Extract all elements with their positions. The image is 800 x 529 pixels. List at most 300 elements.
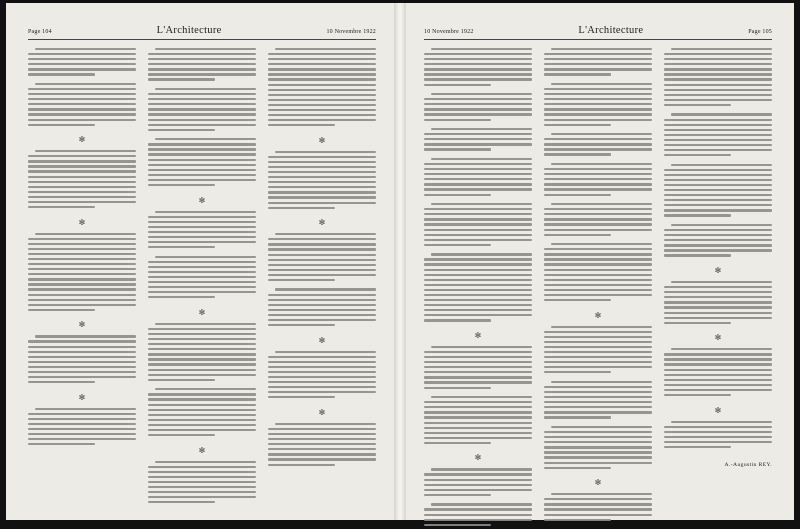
text-line-placeholder [424,371,532,373]
text-line-placeholder [155,211,256,213]
text-line-placeholder [664,169,772,171]
text-line-placeholder [424,244,491,246]
text-line-placeholder [664,68,772,70]
right-page-date: 10 Novembre 1922 [424,29,474,35]
text-line-placeholder [268,433,376,435]
text-line-placeholder [268,324,335,326]
text-line-placeholder [148,129,215,131]
text-line-placeholder [424,73,532,75]
text-line-placeholder [544,88,652,90]
text-line-placeholder [268,304,376,306]
text-line-placeholder [544,416,611,418]
text-line-placeholder [28,413,136,415]
text-line-placeholder [544,113,652,115]
text-line-placeholder [424,98,532,100]
text-line-placeholder [424,143,532,145]
text-line-placeholder [664,389,772,391]
text-line-placeholder [664,446,731,448]
paragraph-placeholder [544,163,652,199]
text-line-placeholder [268,264,376,266]
text-line-placeholder [664,234,772,236]
text-line-placeholder [268,248,376,250]
text-line-placeholder [155,48,256,50]
paragraph-placeholder [148,461,256,507]
text-line-placeholder [551,493,652,495]
text-line-placeholder [544,148,652,150]
right-page-journal-title: L'Architecture [578,25,644,36]
text-line-placeholder [424,508,532,510]
text-line-placeholder [551,163,652,165]
text-line-placeholder [148,338,256,340]
text-line-placeholder [544,498,652,500]
section-break-star: ✻ [198,195,206,205]
text-line-placeholder [148,179,256,181]
paragraph-placeholder [268,288,376,329]
right-column-2 [544,48,652,510]
text-line-placeholder [268,109,376,111]
text-line-placeholder [28,170,136,172]
text-line-placeholder [544,401,652,403]
text-line-placeholder [424,53,532,55]
text-line-placeholder [664,53,772,55]
text-line-placeholder [671,48,772,50]
text-line-placeholder [268,99,376,101]
text-line-placeholder [664,426,772,428]
text-line-placeholder [544,294,652,296]
text-line-placeholder [268,161,376,163]
text-line-placeholder [671,421,772,423]
text-line-placeholder [424,133,532,135]
text-line-placeholder [424,119,491,121]
text-line-placeholder [664,63,772,65]
text-line-placeholder [268,366,376,368]
paragraph-placeholder [148,211,256,252]
text-line-placeholder [664,358,772,360]
text-line-placeholder [544,234,611,236]
paragraph-placeholder [664,348,772,399]
text-line-placeholder [664,174,772,176]
text-line-placeholder [28,248,136,250]
text-line-placeholder [148,153,256,155]
text-line-placeholder [424,309,532,311]
text-line-placeholder [268,186,376,188]
paragraph-placeholder [544,83,652,129]
text-line-placeholder [664,286,772,288]
text-line-placeholder [664,154,731,156]
text-line-placeholder [424,519,532,521]
text-line-placeholder [155,323,256,325]
text-line-placeholder [28,201,136,203]
text-line-placeholder [431,203,532,205]
text-line-placeholder [424,294,532,296]
text-line-placeholder [544,178,652,180]
text-line-placeholder [28,68,136,70]
text-line-placeholder [544,386,652,388]
text-line-placeholder [431,128,532,130]
text-line-placeholder [664,229,772,231]
text-line-placeholder [544,519,611,521]
text-line-placeholder [268,458,376,460]
paragraph-placeholder [424,128,532,153]
text-line-placeholder [148,271,256,273]
text-line-placeholder [28,165,136,167]
text-line-placeholder [148,398,256,400]
right-page-columns [424,48,772,510]
text-line-placeholder [424,103,532,105]
text-line-placeholder [551,243,652,245]
paragraph-placeholder [28,48,136,78]
text-line-placeholder [544,119,652,121]
text-line-placeholder [544,284,652,286]
text-line-placeholder [35,335,136,337]
text-line-placeholder [544,279,652,281]
text-line-placeholder [664,394,731,396]
section-break-star: ✻ [714,333,722,343]
text-line-placeholder [664,254,731,256]
text-line-placeholder [544,351,652,353]
text-line-placeholder [268,207,335,209]
paragraph-placeholder [424,48,532,89]
text-line-placeholder [268,84,376,86]
right-column-1 [424,48,532,510]
text-line-placeholder [544,336,652,338]
text-line-placeholder [544,396,652,398]
text-line-placeholder [28,423,136,425]
text-line-placeholder [544,68,652,70]
paragraph-placeholder [424,203,532,249]
left-column-3 [268,48,376,510]
text-line-placeholder [28,268,136,270]
text-line-placeholder [424,484,532,486]
text-line-placeholder [424,514,532,516]
text-line-placeholder [544,218,652,220]
section-break-star: ✻ [78,320,86,330]
text-line-placeholder [268,119,376,121]
text-line-placeholder [664,363,772,365]
text-line-placeholder [664,104,731,106]
text-line-placeholder [148,58,256,60]
text-line-placeholder [148,374,256,376]
text-line-placeholder [431,503,532,505]
text-line-placeholder [424,178,532,180]
paragraph-placeholder [664,281,772,327]
text-line-placeholder [424,229,532,231]
text-line-placeholder [544,467,611,469]
text-line-placeholder [544,462,652,464]
text-line-placeholder [544,411,652,413]
text-line-placeholder [424,208,532,210]
text-line-placeholder [148,466,256,468]
text-line-placeholder [544,188,652,190]
section-break-star: ✻ [198,307,206,317]
section-break-star: ✻ [318,218,326,228]
text-line-placeholder [28,433,136,435]
paragraph-placeholder [544,243,652,304]
text-line-placeholder [424,381,532,383]
text-line-placeholder [35,48,136,50]
text-line-placeholder [544,361,652,363]
text-line-placeholder [268,391,376,393]
text-line-placeholder [28,309,95,311]
text-line-placeholder [424,58,532,60]
text-line-placeholder [664,317,772,319]
text-line-placeholder [544,229,652,231]
text-line-placeholder [544,98,652,100]
text-line-placeholder [148,476,256,478]
text-line-placeholder [35,83,136,85]
text-line-placeholder [28,340,136,342]
text-line-placeholder [28,361,136,363]
text-line-placeholder [268,376,376,378]
paragraph-placeholder [268,233,376,284]
text-line-placeholder [544,124,611,126]
text-line-placeholder [148,363,256,365]
text-line-placeholder [544,143,652,145]
text-line-placeholder [268,166,376,168]
text-line-placeholder [544,371,611,373]
text-line-placeholder [148,409,256,411]
text-line-placeholder [664,94,772,96]
text-line-placeholder [155,88,256,90]
text-line-placeholder [28,366,136,368]
paragraph-placeholder [544,203,652,239]
text-line-placeholder [28,155,136,157]
paragraph-placeholder [148,256,256,302]
text-line-placeholder [431,396,532,398]
text-line-placeholder [664,431,772,433]
text-line-placeholder [544,456,652,458]
paragraph-placeholder [268,423,376,469]
text-line-placeholder [551,83,652,85]
text-line-placeholder [268,58,376,60]
text-line-placeholder [148,296,215,298]
text-line-placeholder [544,331,652,333]
text-line-placeholder [544,103,652,105]
text-line-placeholder [148,353,256,355]
text-line-placeholder [424,437,532,439]
text-line-placeholder [28,346,136,348]
text-line-placeholder [28,253,136,255]
text-line-placeholder [268,78,376,80]
text-line-placeholder [268,124,335,126]
text-line-placeholder [424,269,532,271]
left-page-date: 10 Novembre 1922 [326,29,376,35]
paragraph-placeholder [544,381,652,422]
text-line-placeholder [155,138,256,140]
text-line-placeholder [268,191,376,193]
binding-gutter [394,3,406,520]
text-line-placeholder [664,296,772,298]
text-line-placeholder [544,63,652,65]
text-line-placeholder [155,388,256,390]
text-line-placeholder [148,241,256,243]
text-line-placeholder [28,356,136,358]
text-line-placeholder [544,436,652,438]
text-line-placeholder [551,326,652,328]
text-line-placeholder [544,441,652,443]
text-line-placeholder [28,299,136,301]
section-break-star: ✻ [714,266,722,276]
text-line-placeholder [148,261,256,263]
text-line-placeholder [664,249,772,251]
text-line-placeholder [28,53,136,55]
text-line-placeholder [28,98,136,100]
text-line-placeholder [424,411,532,413]
section-break-star: ✻ [714,405,722,415]
text-line-placeholder [671,164,772,166]
text-line-placeholder [664,436,772,438]
text-line-placeholder [268,438,376,440]
text-line-placeholder [544,269,652,271]
text-line-placeholder [544,168,652,170]
text-line-placeholder [268,104,376,106]
text-line-placeholder [28,288,136,290]
text-line-placeholder [544,108,652,110]
text-line-placeholder [148,63,256,65]
text-line-placeholder [664,291,772,293]
author-signature: A.-Augustin REY. [724,461,772,468]
text-line-placeholder [28,191,136,193]
text-line-placeholder [268,371,376,373]
left-page [6,3,394,520]
text-line-placeholder [148,53,256,55]
text-line-placeholder [664,194,772,196]
text-line-placeholder [28,278,136,280]
text-line-placeholder [28,176,136,178]
text-line-placeholder [148,379,215,381]
text-line-placeholder [268,443,376,445]
text-line-placeholder [424,361,532,363]
section-break-star: ✻ [594,310,602,320]
paragraph-placeholder [424,346,532,392]
text-line-placeholder [35,408,136,410]
left-column-2 [148,48,256,510]
text-line-placeholder [268,396,335,398]
text-line-placeholder [268,68,376,70]
text-line-placeholder [268,448,376,450]
text-line-placeholder [28,63,136,65]
text-line-placeholder [28,273,136,275]
paragraph-placeholder [28,233,136,314]
text-line-placeholder [664,89,772,91]
text-line-placeholder [268,294,376,296]
text-line-placeholder [424,442,491,444]
text-line-placeholder [544,153,611,155]
text-line-placeholder [268,356,376,358]
text-line-placeholder [28,88,136,90]
paragraph-placeholder [28,335,136,386]
text-line-placeholder [28,376,136,378]
text-line-placeholder [424,279,532,281]
text-line-placeholder [664,312,772,314]
text-line-placeholder [424,263,532,265]
text-line-placeholder [28,294,136,296]
text-line-placeholder [268,269,376,271]
paragraph-placeholder [148,48,256,84]
text-line-placeholder [424,78,532,80]
paragraph-placeholder [424,396,532,447]
text-line-placeholder [424,524,491,526]
text-line-placeholder [268,243,376,245]
text-line-placeholder [544,508,652,510]
text-line-placeholder [268,171,376,173]
text-line-placeholder [424,148,491,150]
paragraph-placeholder [544,133,652,158]
text-line-placeholder [28,381,95,383]
paragraph-placeholder [664,48,772,109]
text-line-placeholder [544,366,652,368]
text-line-placeholder [664,144,772,146]
text-line-placeholder [424,84,491,86]
text-line-placeholder [664,134,772,136]
text-line-placeholder [268,319,376,321]
text-line-placeholder [148,419,256,421]
text-line-placeholder [148,481,256,483]
text-line-placeholder [148,276,256,278]
text-line-placeholder [28,238,136,240]
section-break-star: ✻ [474,330,482,340]
text-line-placeholder [664,84,772,86]
text-line-placeholder [275,48,376,50]
text-line-placeholder [544,341,652,343]
text-line-placeholder [424,366,532,368]
text-line-placeholder [148,78,215,80]
text-line-placeholder [148,93,256,95]
text-line-placeholder [35,233,136,235]
text-line-placeholder [148,184,215,186]
text-line-placeholder [544,299,611,301]
text-line-placeholder [544,173,652,175]
text-line-placeholder [431,346,532,348]
text-line-placeholder [424,422,532,424]
text-line-placeholder [551,48,652,50]
text-line-placeholder [148,328,256,330]
paragraph-placeholder [268,151,376,212]
text-line-placeholder [148,73,256,75]
text-line-placeholder [664,73,772,75]
text-line-placeholder [148,414,256,416]
text-line-placeholder [268,181,376,183]
text-line-placeholder [148,501,215,503]
text-line-placeholder [148,68,256,70]
text-line-placeholder [28,304,136,306]
paragraph-placeholder [28,150,136,211]
text-line-placeholder [671,113,772,115]
text-line-placeholder [424,258,532,260]
text-line-placeholder [148,491,256,493]
text-line-placeholder [424,138,532,140]
text-line-placeholder [424,168,532,170]
text-line-placeholder [544,223,652,225]
paragraph-placeholder [664,421,772,451]
text-line-placeholder [268,279,335,281]
paragraph-placeholder [28,83,136,129]
text-line-placeholder [424,351,532,353]
text-line-placeholder [544,138,652,140]
text-line-placeholder [544,73,611,75]
text-line-placeholder [664,58,772,60]
text-line-placeholder [424,319,491,321]
text-line-placeholder [148,169,256,171]
text-line-placeholder [148,486,256,488]
text-line-placeholder [671,348,772,350]
text-line-placeholder [664,124,772,126]
text-line-placeholder [148,291,256,293]
text-line-placeholder [664,384,772,386]
text-line-placeholder [431,48,532,50]
text-line-placeholder [268,196,376,198]
text-line-placeholder [664,179,772,181]
